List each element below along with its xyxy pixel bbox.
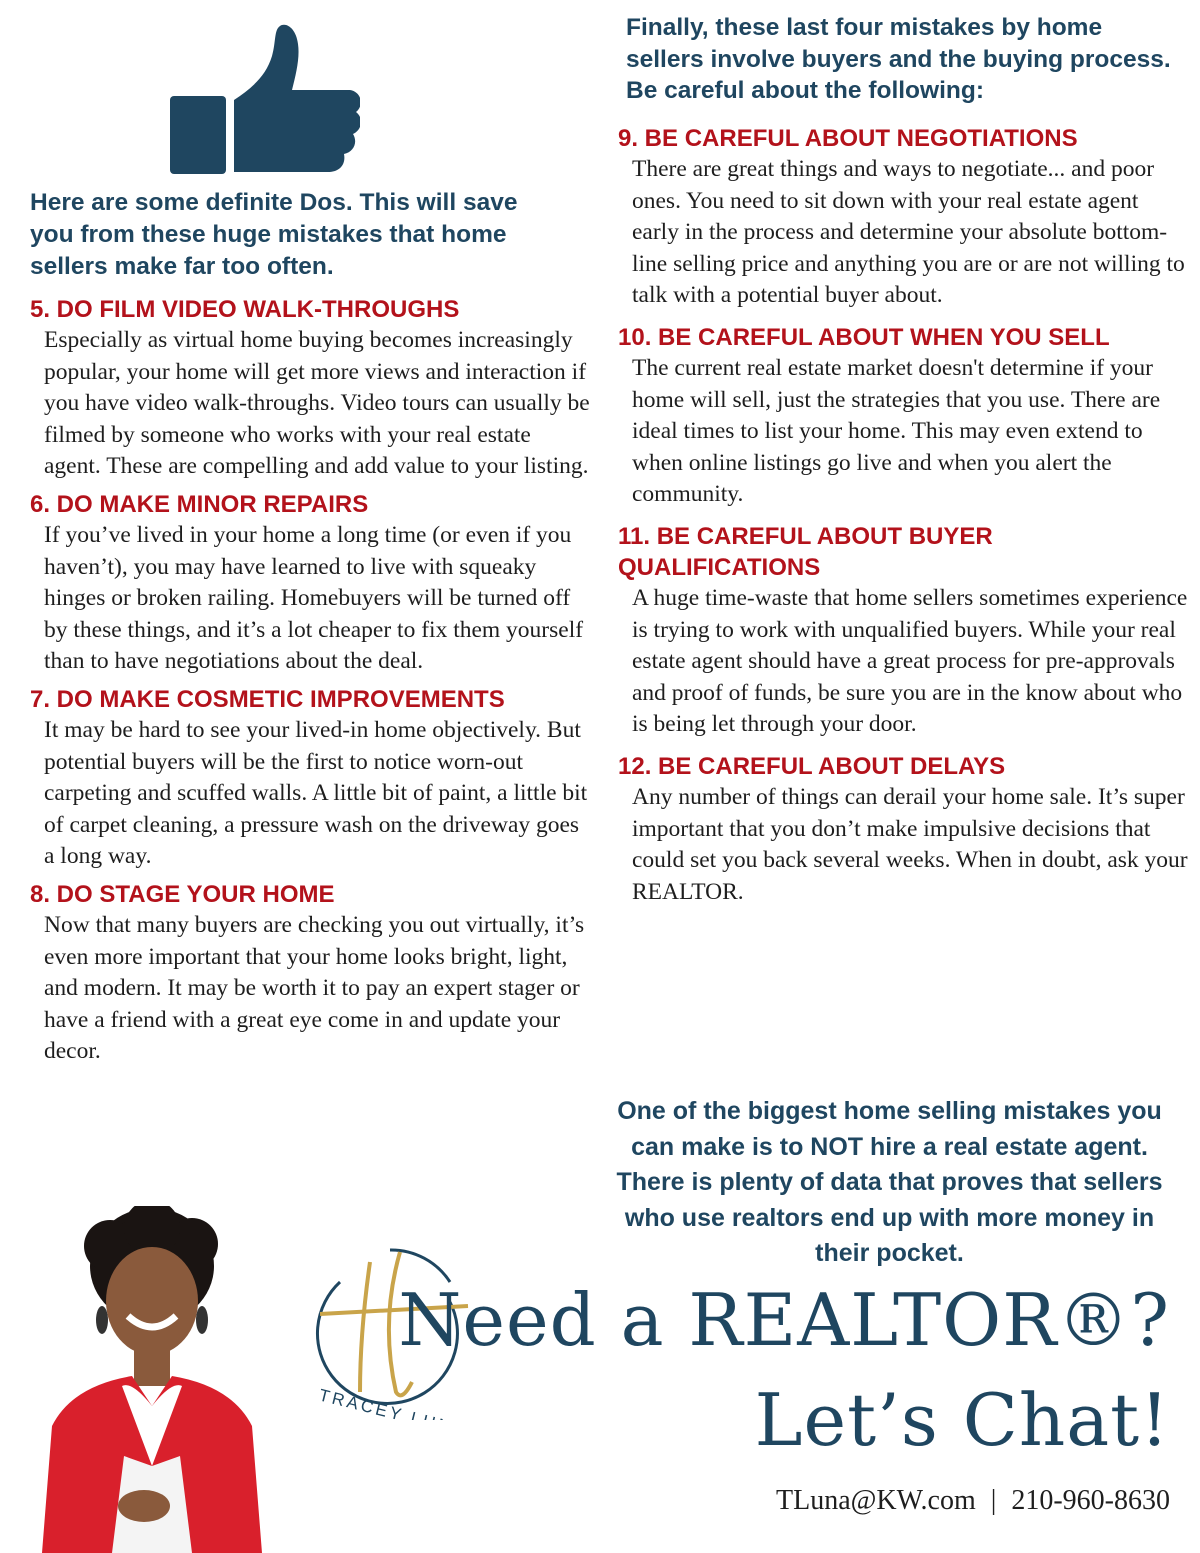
intro-right-text: Finally, these last four mistakes by home sellers involve buyers and the buying process. Be careful about the following: [626,14,1171,104]
cta-headline-line2: Let’s Chat! [754,1378,1170,1462]
item-body: There are great things and ways to negotiate... and poor ones. You need to sit down with your real estate agent early in the process and determine your absolute bottom-line selling price and anything you are or are not willing to talk with a potential buyer about. [632,156,1185,309]
item-body: Especially as virtual home buying becomes increasingly popular, your home will get more views and interaction if you have video walk-throughs. Video tours can usually be filmed by someone who works with your real estate agent. These are compelling and add value to your listing. [44,327,590,480]
item-title: 5. DO FILM VIDEO WALK-THROUGHS [30,296,460,323]
item-title: 10. BE CAREFUL ABOUT WHEN YOU SELL [618,323,1110,351]
closing-statement: One of the biggest home selling mistakes you can make is to NOT hire a real estate agent. There is plenty of data that proves that sellers who use realtors end up with more money in their pocket. [616,1097,1163,1267]
item-title: 9. BE CAREFUL ABOUT NEGOTIATIONS [618,125,1078,152]
item-title: 12. BE CAREFUL ABOUT DELAYS [618,752,1006,780]
list-item [618,322,1188,511]
list-item [30,879,590,1068]
list-item [30,684,590,873]
logo-name-text: TRACEY LUNA [317,1385,469,1420]
list-item [30,489,590,678]
item-body: It may be hard to see your lived-in home objectively. But potential buyers will be the first to notice worn-out carpeting and scuffed walls. A little bit of paint, a little bit of carpet cleaning, a pressure wash on the driveway goes a long way. [44,716,588,870]
cautions-list [618,123,1188,918]
cta-headline-line1: Need a REALTOR®? [398,1278,1170,1362]
dos-list [30,294,590,1074]
intro-left-text: Here are some definite Dos. This will save you from these huge mistakes that home sellers make far too often. [30,189,518,280]
item-body: The current real estate market doesn't determine if your home will sell, just the strategies that you use. There are ideal times to list your home. This may even extend to when online listings go live and when you alert the community. [632,354,1161,508]
email-link[interactable]: TLuna@KW.com [776,1485,976,1516]
phone-link[interactable]: 210-960-8630 [1011,1485,1170,1516]
list-item [618,123,1188,312]
contact-separator: | [990,1485,997,1516]
agent-portrait-image [32,1206,332,1553]
list-item [618,751,1188,908]
item-body: If you’ve lived in your home a long time (or even if you haven’t), you may have learned to live with squeaky hinges or broken railing. Homebuyers will be turned off by these things, and it’s a lot cheaper to fix them yourself than to have negotiations about the deal. [44,521,584,675]
item-body: A huge time-waste that home sellers sometimes experience is trying to work with unqualified buyers. While your real estate agent should have a great process for pre-approvals and proof of funds, be sure you are in the know about who is being let through your door. [632,584,1188,738]
item-title: 8. DO STAGE YOUR HOME [30,880,335,908]
contact-line [776,1483,1170,1519]
item-body: Any number of things can derail your home sale. It’s super important that you don’t make impulsive decisions that could set you back several weeks. When in doubt, ask your REALTOR. [632,783,1188,905]
item-title: 11. BE CAREFUL ABOUT BUYER QUALIFICATIONS [618,522,993,581]
list-item [618,521,1188,741]
item-body: Now that many buyers are checking you out virtually, it’s even more important that your home looks bright, light, and modern. It may be worth it to pay an expert stager or have a friend with a great eye come in and update your decor. [44,911,585,1065]
thumbs-up-icon [168,20,360,176]
item-title: 7. DO MAKE COSMETIC IMPROVEMENTS [30,685,505,713]
item-title: 6. DO MAKE MINOR REPAIRS [30,490,369,518]
list-item [30,294,590,483]
